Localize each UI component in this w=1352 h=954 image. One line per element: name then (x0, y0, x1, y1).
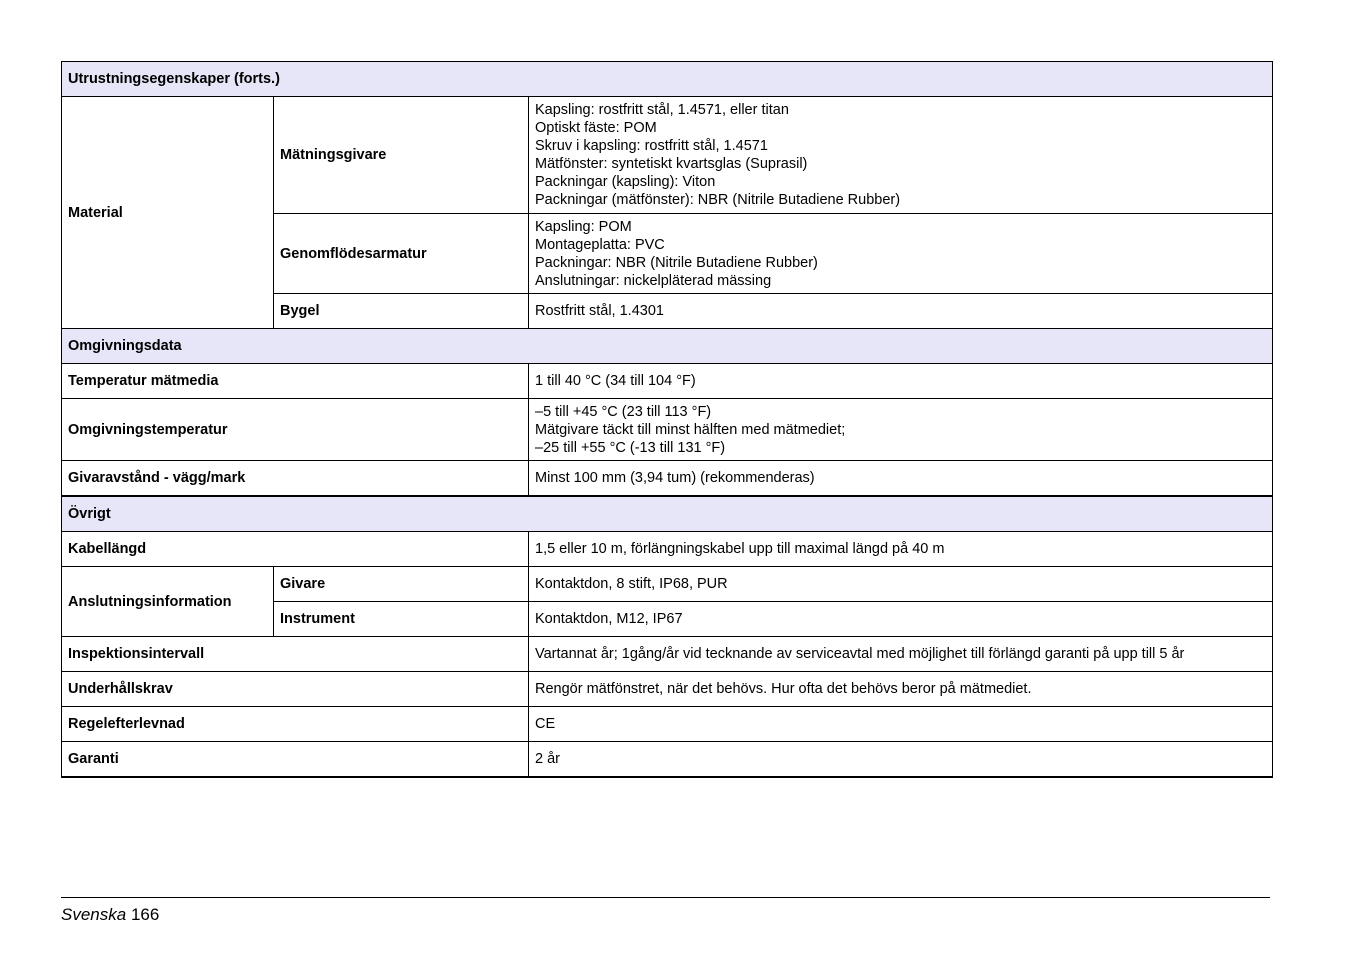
connection-instrument-label: Instrument (274, 602, 529, 637)
flow-fitting-value: Kapsling: POM Montageplatta: PVC Packningar: NBR (Nitrile Butadiene Rubber) Anslutningar: nickelpläterad mässing (529, 214, 1273, 294)
inspection-value: Vartannat år; 1gång/år vid tecknande av serviceavtal med möjlighet till förlängd garanti på upp till 5 år (529, 637, 1273, 672)
media-temp-value: 1 till 40 °C (34 till 104 °F) (529, 364, 1273, 399)
sensor-label: Mätningsgivare (274, 97, 529, 214)
footer-divider (61, 897, 1270, 898)
media-temp-label: Temperatur mätmedia (62, 364, 529, 399)
connection-sensor-label: Givare (274, 567, 529, 602)
ambient-temp-value: –5 till +45 °C (23 till 113 °F) Mätgivare täckt till minst hälften med mätmediet; –25 till +55 °C (-13 till 131 °F) (529, 399, 1273, 461)
connection-sensor-value: Kontaktdon, 8 stift, IP68, PUR (529, 567, 1273, 602)
maintenance-value: Rengör mätfönstret, när det behövs. Hur ofta det behövs beror på mätmediet. (529, 672, 1273, 707)
connection-instrument-value: Kontaktdon, M12, IP67 (529, 602, 1273, 637)
section-header-other: Övrigt (62, 496, 1273, 532)
table-row (62, 399, 1273, 461)
ambient-temp-label: Omgivningstemperatur (62, 399, 529, 461)
connection-label: Anslutningsinformation (62, 567, 274, 637)
cable-value: 1,5 eller 10 m, förlängningskabel upp till maximal längd på 40 m (529, 532, 1273, 567)
table-row (62, 672, 1273, 707)
bracket-label: Bygel (274, 294, 529, 329)
distance-value: Minst 100 mm (3,94 tum) (rekommenderas) (529, 461, 1273, 497)
inspection-label: Inspektionsintervall (62, 637, 529, 672)
sensor-material-value: Kapsling: rostfritt stål, 1.4571, eller titan Optiskt fäste: POM Skruv i kapsling: rostfritt stål, 1.4571 Mätfönster: syntetiskt kvartsglas (Suprasil) Packningar (kapsling): Viton Packningar (mätfönster): NBR (Nitrile Butadiene Rubber) (529, 97, 1273, 214)
compliance-label: Regelefterlevnad (62, 707, 529, 742)
distance-label: Givaravstånd - vägg/mark (62, 461, 529, 497)
flow-fitting-label: Genomflödesarmatur (274, 214, 529, 294)
table-row (62, 707, 1273, 742)
page-number: 166 (130, 905, 160, 924)
table-row (62, 364, 1273, 399)
table-row (62, 461, 1273, 497)
section-header-row (62, 62, 1273, 97)
warranty-value: 2 år (529, 742, 1273, 778)
table-row (62, 567, 1273, 602)
specifications-table (61, 61, 1273, 778)
section-header-equipment: Utrustningsegenskaper (forts.) (62, 62, 1273, 97)
compliance-value: CE (529, 707, 1273, 742)
table-row (62, 742, 1273, 778)
material-label: Material (62, 97, 274, 329)
maintenance-label: Underhållskrav (62, 672, 529, 707)
section-header-environment: Omgivningsdata (62, 329, 1273, 364)
table-row (62, 532, 1273, 567)
table-row (62, 637, 1273, 672)
cable-label: Kabellängd (62, 532, 529, 567)
bracket-value: Rostfritt stål, 1.4301 (529, 294, 1273, 329)
table-row (62, 97, 1273, 214)
section-header-row (62, 329, 1273, 364)
section-header-row (62, 496, 1273, 532)
footer-language: Svenska (61, 905, 127, 924)
page-footer (61, 905, 159, 925)
warranty-label: Garanti (62, 742, 529, 778)
